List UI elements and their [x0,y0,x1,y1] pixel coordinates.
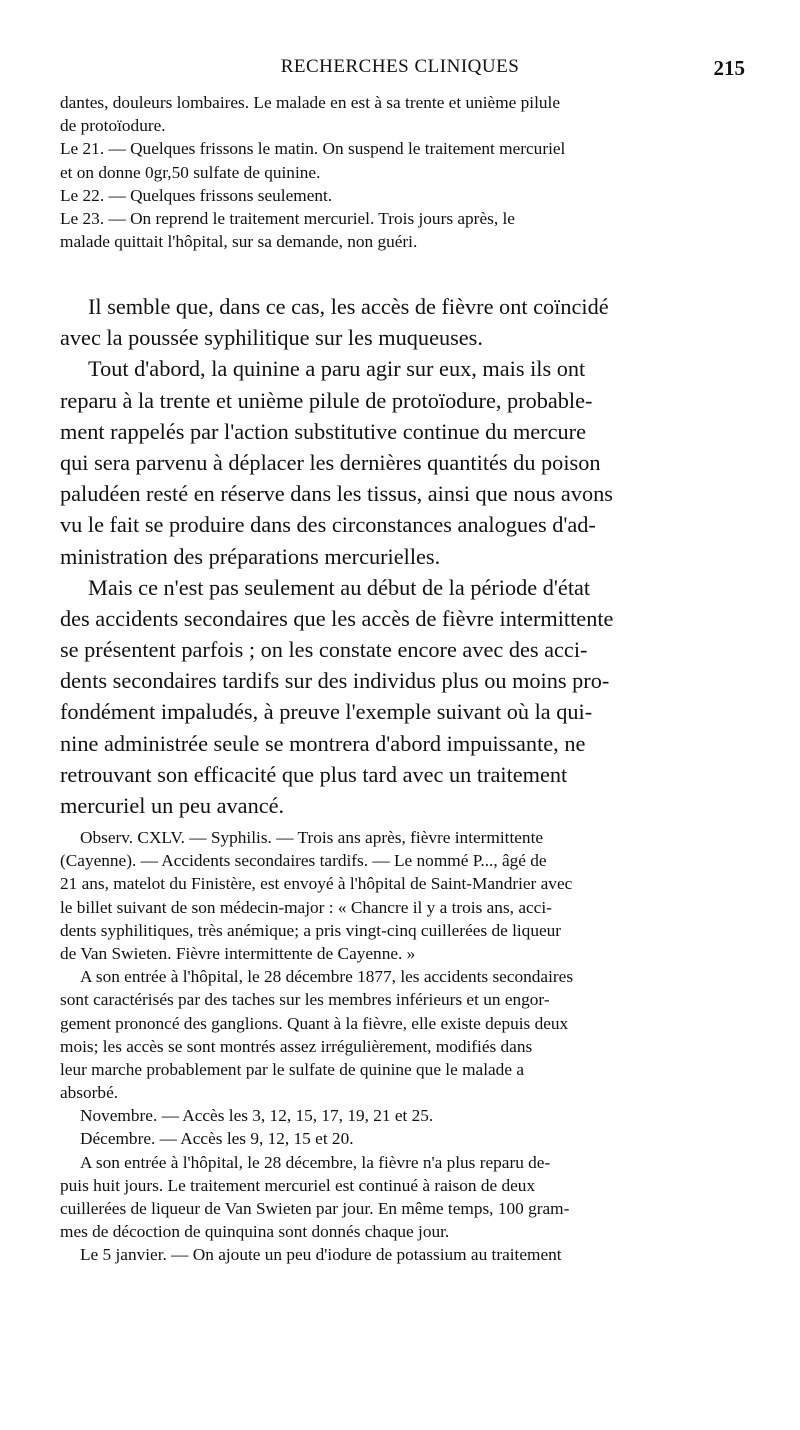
running-title: RECHERCHES CLINIQUES [280,56,520,77]
text-line: de Van Swieten. Fièvre intermittente de Cayenne. » [60,943,416,963]
text-line: paludéen resté en réserve dans les tissus, ainsi que nous avons [60,481,613,507]
page-number: 215 [713,56,745,80]
text-line: fondément impaludés, à preuve l'exemple suivant où la qui- [60,699,593,725]
text-line: mes de décoction de quinquina sont donnés chaque jour. [60,1222,450,1242]
text-line: qui sera parvenu à déplacer les dernières quantités du poison [60,449,601,475]
text-line: 21 ans, matelot du Finistère, est envoyé à l'hôpital de Saint-Mandrier avec [60,874,573,894]
text-line: mercuriel un peu avancé. [60,793,285,818]
text-line: ment rappelés par l'action substitutive continue du mercure [60,418,586,444]
text-line: Observ. CXLV. — Syphilis. — Trois ans après, fièvre intermittente [80,828,544,847]
text-line: reparu à la trente et unième pilule de protoïodure, probable- [60,387,593,413]
observation-cxlv [60,826,748,1267]
running-head [0,56,800,84]
text-line: dents syphilitiques, très anémique; a pris vingt-cinq cuillerées de liqueur [60,920,562,940]
text-line: A son entrée à l'hôpital, le 28 décembre 1877, les accidents secondaires [80,967,574,987]
text-line: retrouvant son efficacité que plus tard avec un traitement [60,761,568,787]
text-line: Le 23. — On reprend le traitement mercuriel. Trois jours après, le [60,208,515,228]
text-line: leur marche probablement par le sulfate de quinine que le malade a [60,1059,524,1079]
text-line: Mais ce n'est pas seulement au début de la période d'état [88,574,591,600]
text-line: et on donne 0gr,50 sulfate de quinine. [60,162,321,182]
text-line: dents secondaires tardifs sur des individus plus ou moins pro- [60,668,610,694]
text-line: Novembre. — Accès les 3, 12, 15, 17, 19, 21 et 25. [80,1106,434,1126]
text-line: (Cayenne). — Accidents secondaires tardifs. — Le nommé P..., âgé de [60,851,547,871]
text-line: dantes, douleurs lombaires. Le malade en est à sa trente et unième pilule [60,93,561,112]
text-line: cuillerées de liqueur de Van Swieten par jour. En même temps, 100 gram- [60,1199,570,1218]
text-line: puis huit jours. Le traitement mercuriel est continué à raison de deux [60,1175,536,1195]
text-line: mois; les accès se sont montrés assez irrégulièrement, modifiés dans [60,1036,533,1056]
text-line: se présentent parfois ; on les constate encore avec des acci- [60,637,588,663]
text-line: des accidents secondaires que les accès de fièvre intermittente [60,605,614,631]
text-line: avec la poussée syphilitique sur les muqueuses. [60,325,483,351]
text-line: malade quittait l'hôpital, sur sa demande, non guéri. [60,232,418,252]
text-line: sont caractérisés par des taches sur les membres inférieurs et un engor- [60,990,550,1010]
text-line: nine administrée seule se montrera d'abord impuissante, ne [60,730,586,756]
text-line: Décembre. — Accès les 9, 12, 15 et 20. [80,1129,354,1149]
text-line: gement prononcé des ganglions. Quant à la fièvre, elle existe depuis deux [60,1013,569,1033]
text-line: le billet suivant de son médecin-major : « Chancre il y a trois ans, acci- [60,897,552,917]
text-line: Le 5 janvier. — On ajoute un peu d'iodure de potassium au traitement [80,1245,562,1265]
text-line: Le 21. — Quelques frissons le matin. On suspend le traitement mercuriel [60,139,566,159]
text-line: Le 22. — Quelques frissons seulement. [60,185,333,205]
text-line: Il semble que, dans ce cas, les accès de fièvre ont coïncidé [88,294,609,319]
text-line: A son entrée à l'hôpital, le 28 décembre, la fièvre n'a plus reparu de- [80,1152,551,1172]
text-line: absorbé. [60,1083,119,1103]
text-line: vu le fait se produire dans des circonstances analogues d'ad- [60,512,596,538]
text-line: ministration des préparations mercurielles. [60,543,441,569]
observation-continuation [60,91,748,253]
text-line: Tout d'abord, la quinine a paru agir sur eux, mais ils ont [88,356,586,382]
text-line: de protoïodure. [60,116,166,136]
commentary-paragraphs [60,291,748,821]
